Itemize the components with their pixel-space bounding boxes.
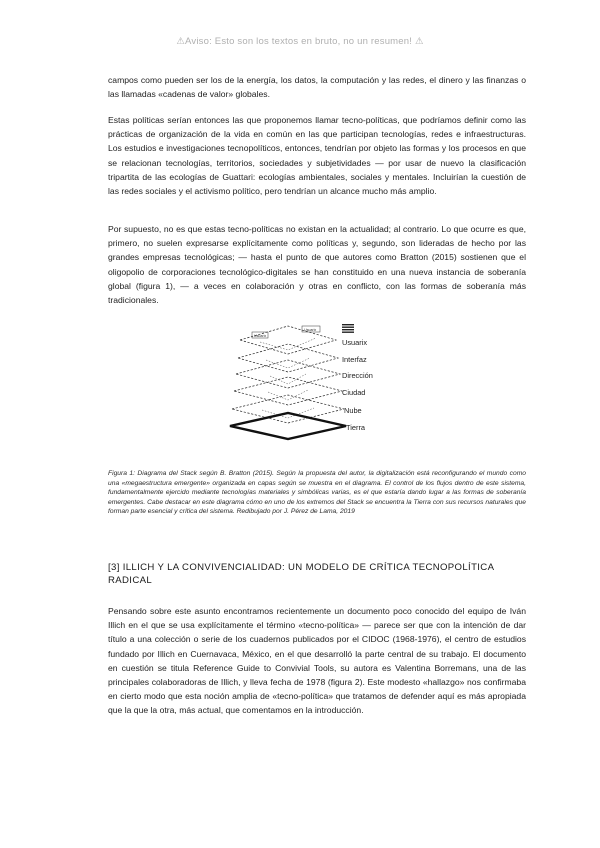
layer-rhombus-interfaz bbox=[238, 344, 338, 372]
paragraph-text: campos como pueden ser los de la energía, los datos, la computación y las redes, el dinero y las finanzas o las llamadas «cadenas de valor» globales. bbox=[108, 75, 526, 100]
paragraph-text: Pensando sobre este asunto encontramos recientemente un documento poco conocido del equipo de Iván Illich en el que se usa explícitamente el término «tecno-política» — parece ser que con la intención de dar título a una colección o serie de los cuadernos publicados por el CIDOC (1968-1976), el centro de estudios fundado por Illich en Cuernavaca, México, en el que desarrolló la parte central de su trabajo. El documento en cuestión se titula Reference Guide to Convivial Tools, su autora es Valentina Borremans, una de las principales colaboradoras de Illich, y lleva fecha de 1978 (figura 2). Este modesto «hallazgo» nos confirmaba en cierto modo que esta noción amplia de «tecno-política» que tratamos de defender aquí es más apropiada que la que la otra, más actual, que comentamos en la introducción. bbox=[108, 606, 526, 716]
paragraph-text: Por supuesto, no es que estas tecno-políticas no existan en la actualidad; al contrario. Lo que ocurre es que, primero, no suelen expresarse explícitamente como políticas y, segundo, son lideradas de hecho por las grandes empresas tecnológicas; — hasta el punto de que autores como Bratton (2015) sostienen que el oligopolio de corporaciones tecnológico-digitales se han constituido en una nueva instancia de soberanía global (figura 1), — a veces en colaboración y otras en conflicto, con las formas de soberanía más tradicionales. bbox=[108, 224, 526, 306]
stack-diagram bbox=[226, 320, 426, 442]
layer-rhombus-tierra bbox=[230, 413, 346, 439]
paragraph-illich-document bbox=[108, 604, 526, 718]
paragraph-bratton-sovereignty bbox=[108, 222, 526, 307]
paragraph-text: Estas políticas serían entonces las que proponemos llamar tecno-políticas, que podríamos definir como las prácticas de organización de la vida en común en las que participan tecnologías, redes e infraestructuras. Los estudios e investigaciones tecnopolíticos, entonces, tendrían por objeto las formas y los procesos en que se relacionan tecnologías, territorios, sociedades y subjetividades — por usar de nuevo la clasificación tripartita de las ecologías de Guattari: ecologías ambientales, sociales y mentales. Incluirían la cuestión de las redes sociales y el activismo político, pero tendrían un alcance mucho más amplio. bbox=[108, 115, 526, 197]
layer-label-ciudad: Ciudad bbox=[342, 388, 366, 397]
figure-caption: Figura 1: Diagrama del Stack según B. Bratton (2015). Según la propuesta del autor, la digitalización está reconfigurando el mundo como una «megaestructura emergente» organizada en capas según se muestra en el diagrama. El control de los flujos dentro de este sistema, fundamentalmente ejercido mediante tecnologías materiales y simbólicas varias, es el que estaría dando lugar a las formas de soberanía emergentes. Cabe destacar en este diagrama cómo en uno de los extremos del Stack se encuentra la Tierra con sus recursos naturales que forman parte esencial y crítica del sistema. Redibujado por J. Pérez de Lama, 2019 bbox=[108, 470, 526, 516]
layer-rhombus-ciudad bbox=[234, 377, 342, 405]
inner-label: Usuarix bbox=[304, 328, 317, 332]
layer-rhombus-usuarix bbox=[240, 326, 336, 354]
layer-label-usuarix: Usuarix bbox=[342, 338, 368, 347]
inner-label: Usuarix bbox=[254, 334, 267, 338]
layer-rhombus-direccion bbox=[236, 360, 340, 388]
layer-rhombus-nube bbox=[232, 395, 344, 423]
layer-label-direccion: Dirección bbox=[342, 371, 373, 380]
stack-layers-icon bbox=[342, 324, 354, 333]
layer-label-nube: Nube bbox=[344, 406, 362, 415]
layer-label-tierra: Tierra bbox=[346, 423, 366, 432]
paragraph-energy-fields bbox=[108, 73, 526, 101]
stack-diagram-figure bbox=[226, 320, 426, 442]
raw-text-notice: ⚠Aviso: Esto son los textos en bruto, no un resumen! ⚠ bbox=[176, 36, 424, 47]
section-heading: [3] ILLICH Y LA CONVIVENCIALIDAD: UN MODELO DE CRÍTICA TECNOPOLÍTICA RADICAL bbox=[108, 562, 494, 587]
layer-label-interfaz: Interfaz bbox=[342, 355, 367, 364]
paragraph-technopolitics-definition bbox=[108, 113, 526, 198]
